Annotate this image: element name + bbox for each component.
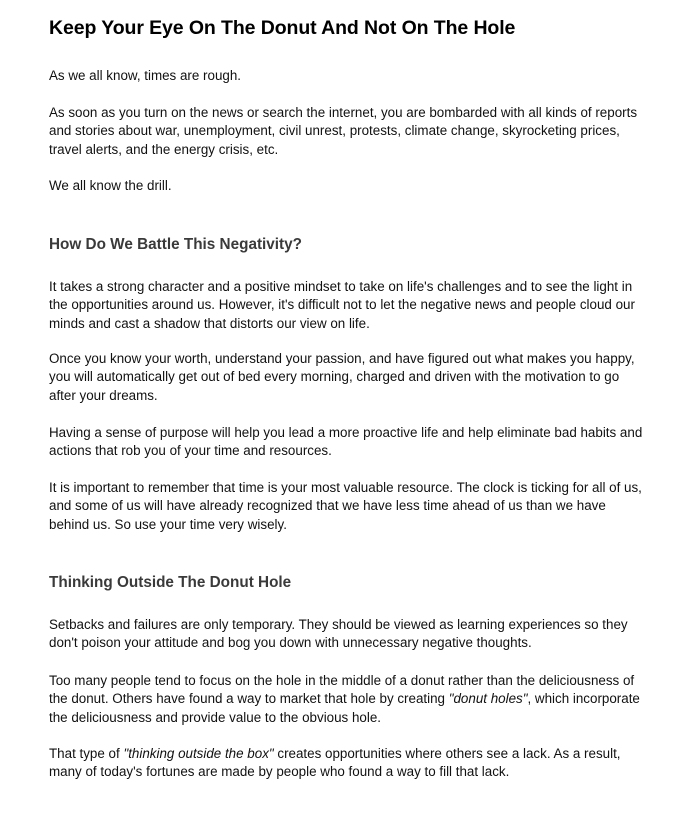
- text-span: , which incorporate the deliciousness and provide value to the obvious hole.: [49, 691, 640, 725]
- section2-paragraph-2: [49, 672, 649, 727]
- section1-paragraph-2: Once you know your worth, understand your passion, and have figured out what makes you happy, you will automatically get out of bed every morning, charged and driven with the motivation to go after your dreams.: [49, 351, 635, 403]
- section1-paragraph-1: It takes a strong character and a positive mindset to take on life's challenges and to see the light in the opportunities around us. However, it's difficult not to let the negative news and people cloud our minds and cast a shadow that distorts our view on life.: [49, 279, 635, 331]
- page-title: Keep Your Eye On The Donut And Not On The Hole: [49, 17, 516, 39]
- intro-paragraph-3: We all know the drill.: [49, 178, 172, 193]
- section-heading-battle-negativity: How Do We Battle This Negativity?: [49, 236, 302, 253]
- italic-text: "donut holes": [448, 691, 528, 707]
- intro-paragraph-1: As we all know, times are rough.: [49, 68, 242, 83]
- section1-paragraph-3: Having a sense of purpose will help you lead a more proactive life and help eliminate bad habits and actions that rob you of your time and resources.: [49, 425, 643, 459]
- intro-paragraph-2: As soon as you turn on the news or search the internet, you are bombarded with all kinds of reports and stories about war, unemployment, civil unrest, protests, climate change, skyrocketing prices, travel alerts, and the energy crisis, etc.: [49, 105, 638, 157]
- italic-text: "thinking outside the box": [123, 746, 274, 761]
- text-span: That type of: [49, 746, 124, 761]
- text-span: creates opportunities where others see a lack. As a result, many of today's fortunes are made by people who found a way to fill that lack.: [49, 746, 621, 780]
- section2-paragraph-3: [49, 745, 649, 782]
- text-span: Too many people tend to focus on the hole in the middle of a donut rather than the deliciousness of the donut. Others have found a way to market that hole by creating: [49, 673, 635, 707]
- section2-paragraph-1: Setbacks and failures are only temporary. They should be viewed as learning experiences so they don't poison your attitude and bog you down with unnecessary negative thoughts.: [49, 617, 628, 651]
- section1-paragraph-4: It is important to remember that time is your most valuable resource. The clock is ticking for all of us, and some of us will have already recognized that we have less time ahead of us than we have behind us. So use your time very wisely.: [49, 480, 642, 532]
- section-heading-outside-donut-hole: Thinking Outside The Donut Hole: [49, 574, 292, 591]
